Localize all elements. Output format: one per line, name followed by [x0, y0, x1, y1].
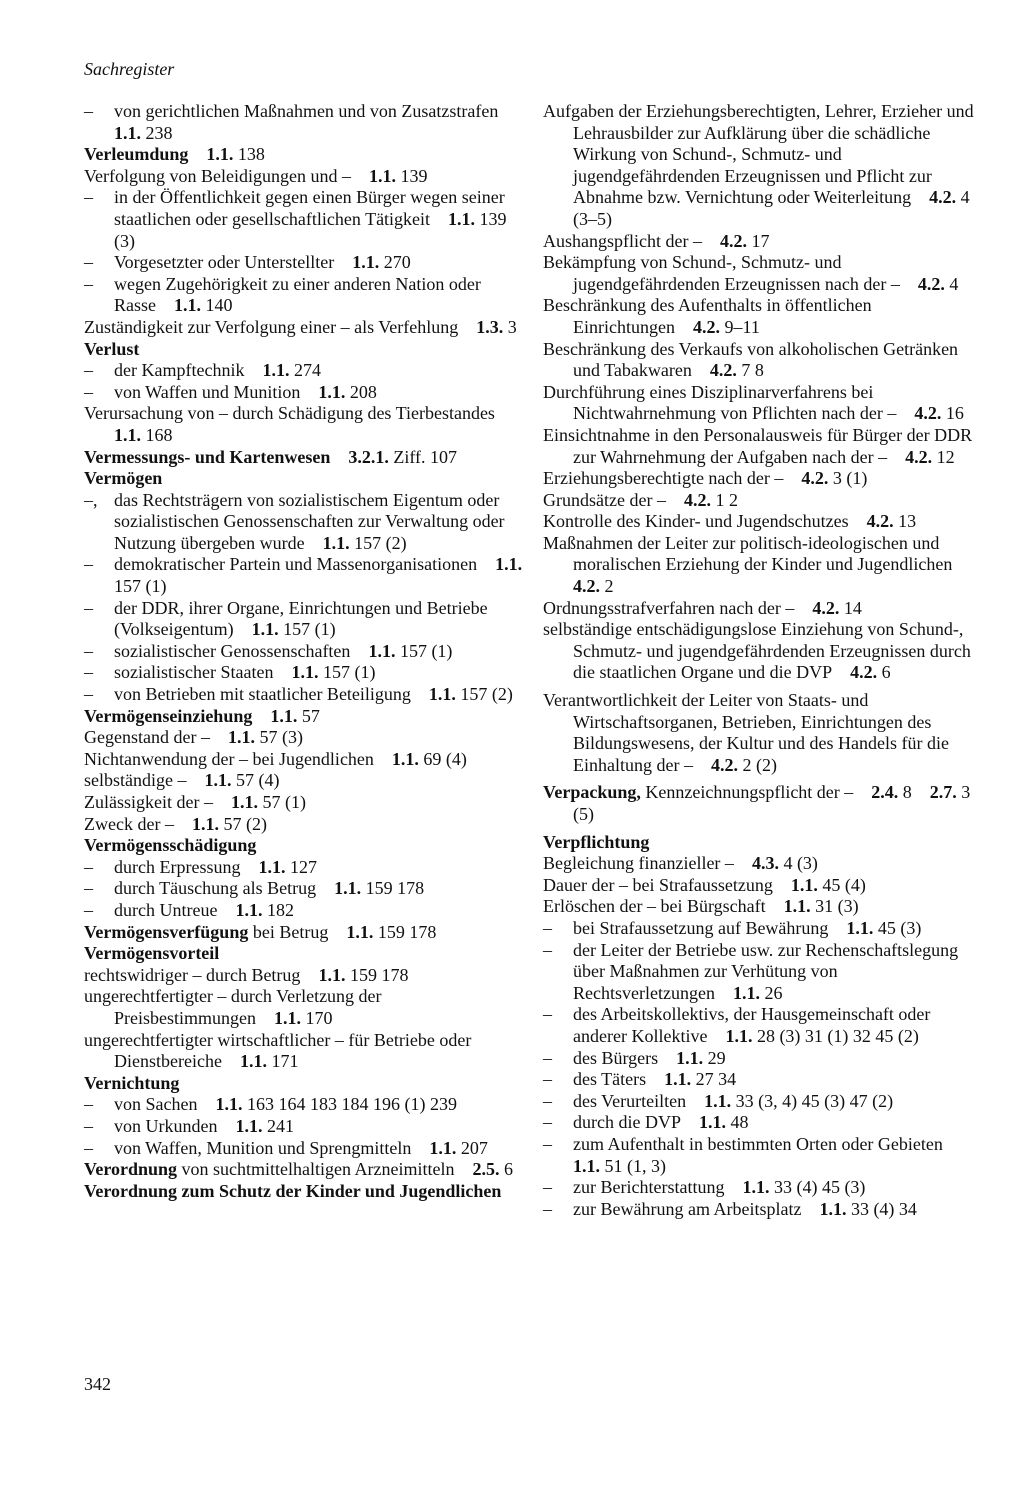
index-subentry	[543, 1091, 983, 1113]
index-subentry	[84, 274, 524, 317]
subentry-dash: –	[543, 1004, 552, 1025]
law-reference: 1.1.	[227, 727, 255, 748]
law-reference: 1.1.	[114, 424, 141, 445]
paragraph-number: 33 (3, 4) 45 (3) 47 (2)	[735, 1090, 894, 1111]
index-heading	[84, 1181, 524, 1203]
paragraph-number: 17	[751, 230, 770, 251]
paragraph-number: 57 (4)	[235, 770, 280, 791]
index-subentry	[543, 1199, 983, 1221]
law-reference: 1.1.	[676, 1047, 704, 1068]
law-reference: 1.1.	[495, 554, 523, 575]
entry-term: von Urkunden	[114, 1115, 218, 1136]
entry-term: durch Erpressung	[114, 856, 241, 877]
paragraph-number: 138	[237, 144, 265, 165]
paragraph-number: 3 (1)	[832, 468, 868, 489]
entry-term: Gegenstand der –	[84, 727, 210, 748]
entry-term: Dauer der – bei Strafaussetzung	[543, 874, 773, 895]
subentry-dash: –	[84, 1094, 93, 1115]
law-reference: 4.2.	[719, 230, 747, 251]
law-reference: 4.2.	[692, 316, 720, 337]
index-subentry	[84, 187, 524, 252]
entry-term: Verursachung von – durch Schädigung des Tierbestandes	[84, 403, 495, 424]
paragraph-number: Ziff. 107	[393, 446, 458, 467]
law-reference: 1.1.	[742, 1177, 770, 1198]
index-entry	[543, 875, 983, 897]
subentry-dash: –	[84, 1115, 93, 1136]
paragraph-number: 57 (3)	[259, 727, 303, 748]
entry-term: Bekämpfung von Schund-, Schmutz- und jugendgefährdenden Erzeugnissen nach der –	[543, 252, 900, 294]
entry-term: Verordnung zum Schutz der Kinder und Jugendlichen	[84, 1180, 502, 1201]
index-subentry	[543, 1177, 983, 1199]
law-reference: 1.1.	[704, 1090, 732, 1111]
paragraph-number: 27 34	[695, 1069, 737, 1090]
paragraph-number: 3	[507, 316, 517, 337]
law-reference: 1.1.	[204, 770, 232, 791]
paragraph-number: 208	[349, 381, 377, 402]
paragraph-number: 57	[301, 705, 320, 726]
entry-term: Aushangspflicht der –	[543, 230, 702, 251]
paragraph-number: 139 (3)	[114, 208, 507, 251]
paragraph-number: 170	[305, 1007, 333, 1028]
paragraph-number: 207	[460, 1137, 488, 1158]
entry-term: Vorgesetzter oder Unterstellter	[114, 252, 335, 273]
entry-term: sozialistischer Staaten	[114, 662, 274, 683]
paragraph-number: 157 (2)	[460, 684, 513, 705]
entry-term: Verordnung	[84, 1159, 178, 1180]
paragraph-number: 163 164 183 184 196 (1) 239	[246, 1094, 457, 1115]
paragraph-number: 241	[266, 1115, 294, 1136]
subentry-dash: –	[84, 273, 93, 294]
subentry-dash: –	[543, 1090, 552, 1111]
paragraph-number: 4 (3–5)	[573, 187, 970, 229]
law-reference: 1.1.	[174, 295, 201, 316]
entry-term: Maßnahmen der Leiter zur politisch-ideologischen und moralischen Erziehung der Kinder und Jugendlichen	[543, 532, 953, 575]
paragraph-number: 159 178	[377, 921, 437, 942]
paragraph-number: 45 (4)	[822, 874, 866, 895]
law-reference: 1.1.	[334, 878, 362, 899]
subentry-dash: –	[84, 252, 93, 273]
entry-term: Begleichung finanzieller –	[543, 853, 734, 874]
index-subentry	[84, 684, 524, 706]
entry-term: von Betrieben mit staatlicher Beteiligung	[114, 684, 411, 705]
entry-term: Verpackung,	[543, 782, 641, 803]
subentry-dash: –	[84, 684, 93, 705]
entry-term: Zweck der –	[84, 813, 174, 834]
law-reference: 1.1.	[428, 684, 456, 705]
index-entry	[84, 814, 524, 836]
subentry-dash: –	[84, 899, 93, 920]
paragraph-number: 31 (3)	[815, 896, 859, 917]
law-reference: 1.1.	[239, 1051, 267, 1072]
entry-term: Verantwortlichkeit der Leiter von Staats- und Wirtschaftsorganen, Betrieben, Einrichtungen des Bildungswesens, der Kultur und des Handels für die Einhaltung der –	[543, 690, 949, 775]
law-reference: 1.1.	[368, 165, 396, 186]
entry-term: Verleumdung	[84, 144, 189, 165]
paragraph-number: 45 (3)	[877, 917, 922, 938]
subentry-dash: –	[543, 1198, 552, 1219]
entry-term: Durchführung eines Disziplinarverfahrens bei Nichtwahrnehmung von Pflichten nach der –	[543, 381, 897, 424]
law-reference: 4.2.	[709, 360, 737, 381]
index-subentry	[84, 360, 524, 382]
entry-term: Verlust	[84, 338, 140, 359]
index-subentry	[84, 1138, 524, 1160]
index-subentry	[84, 662, 524, 684]
index-subentry	[84, 554, 524, 597]
paragraph-number: 4	[949, 273, 959, 294]
entry-qualifier: bei Betrug	[252, 921, 329, 942]
entry-term: bei Strafaussetzung auf Bewährung	[573, 917, 829, 938]
index-entry	[543, 598, 983, 620]
entry-term: Vermögensschädigung	[84, 835, 257, 856]
index-subentry	[84, 252, 524, 274]
law-reference: 1.1.	[846, 917, 874, 938]
entry-term: Grundsätze der –	[543, 489, 666, 510]
entry-term: selbständige –	[84, 770, 187, 791]
law-reference: 1.1.	[318, 381, 346, 402]
index-entry	[84, 317, 524, 339]
law-reference: 1.1.	[251, 619, 279, 640]
law-reference: 1.1.	[235, 1115, 263, 1136]
entry-term: Aufgaben der Erziehungsberechtigten, Lehrer, Erzieher und Lehrausbilder zur Aufklärung über die schädliche Wirkung von Schund-, Schmutz- und jugendgefährdenden Erzeugnissen und Pflicht zur Abnahme bzw. Vernichtung oder Weiterleitung	[543, 101, 974, 208]
paragraph-number: 48	[730, 1112, 749, 1133]
index-column-right	[543, 101, 983, 1220]
index-subentry	[84, 857, 524, 879]
law-reference: 4.2.	[905, 446, 933, 467]
paragraph-number: 140	[205, 295, 233, 316]
entry-term: Ordnungsstrafverfahren nach der –	[543, 597, 795, 618]
paragraph-number: 14	[843, 597, 862, 618]
paragraph-number: 274	[293, 360, 321, 381]
entry-term: Vermögenseinziehung	[84, 705, 253, 726]
paragraph-number: 127	[289, 856, 317, 877]
index-entry	[543, 690, 983, 776]
entry-term: der Leiter der Betriebe usw. zur Rechenschaftslegung über Maßnahmen zur Verhütung von Rechtsverletzungen	[573, 939, 959, 1003]
index-heading	[543, 832, 983, 854]
paragraph-number: 168	[145, 424, 173, 445]
index-entry	[543, 533, 983, 598]
index-entry	[543, 511, 983, 533]
law-reference: 4.2.	[801, 468, 829, 489]
law-reference: 2.7.	[929, 782, 957, 803]
paragraph-number: 8	[902, 782, 912, 803]
index-entry	[543, 853, 983, 875]
index-entry	[543, 896, 983, 918]
law-reference: 1.1.	[274, 1007, 301, 1028]
paragraph-number: 157 (1)	[114, 576, 167, 597]
index-subentry	[84, 1094, 524, 1116]
entry-term: Erziehungsberechtigte nach der –	[543, 468, 784, 489]
entry-term: von Waffen und Munition	[114, 381, 301, 402]
law-reference: 1.1.	[235, 899, 263, 920]
paragraph-number: 29	[707, 1047, 726, 1068]
law-reference: 1.1.	[429, 1137, 457, 1158]
subentry-dash: –	[84, 878, 93, 899]
law-reference: 1.1.	[215, 1094, 243, 1115]
law-reference: 4.2.	[683, 489, 711, 510]
law-reference: 1.1.	[448, 208, 476, 229]
index-heading	[84, 468, 524, 490]
index-entry	[543, 425, 983, 468]
entry-qualifier: von suchtmittelhaltigen Arzneimitteln	[181, 1159, 455, 1180]
index-subentry	[543, 1134, 983, 1177]
law-reference: 2.5.	[472, 1159, 500, 1180]
entry-term: Vermögensverfügung	[84, 921, 249, 942]
index-subentry	[543, 940, 983, 1005]
index-entry	[543, 231, 983, 253]
law-reference: 4.2.	[929, 187, 957, 208]
law-reference: 1.1.	[322, 532, 350, 553]
entry-term: Zuständigkeit zur Verfolgung einer – als Verfehlung	[84, 316, 459, 337]
entry-term: Vermögen	[84, 468, 163, 489]
paragraph-number: 9–11	[724, 316, 760, 337]
paragraph-number: 139	[400, 165, 428, 186]
paragraph-number: 7 8	[741, 360, 764, 381]
law-reference: 4.2.	[710, 754, 738, 775]
law-reference: 1.1.	[318, 964, 346, 985]
law-reference: 2.4.	[871, 782, 899, 803]
entry-term: zum Aufenthalt in bestimmten Orten oder Gebieten	[573, 1133, 943, 1154]
law-reference: 1.1.	[725, 1025, 753, 1046]
paragraph-number: 57 (2)	[223, 813, 267, 834]
entry-term: das Rechtsträgern von sozialistischem Eigentum oder sozialistischen Genossenschaften zur Verwaltung oder Nutzung übergeben wurde	[114, 489, 505, 553]
law-reference: 1.1.	[206, 144, 234, 165]
entry-term: der Kampftechnik	[114, 360, 245, 381]
law-reference: 1.1.	[698, 1112, 726, 1133]
running-head: Sachregister	[84, 59, 175, 79]
entry-term: Nichtanwendung der – bei Jugendlichen	[84, 748, 374, 769]
paragraph-number: 238	[145, 122, 173, 143]
law-reference: 1.1.	[732, 982, 760, 1003]
subentry-dash: –	[543, 1177, 552, 1198]
index-entry	[84, 166, 524, 188]
entry-term: zur Berichterstattung	[573, 1177, 725, 1198]
entry-term: wegen Zugehörigkeit zu einer anderen Nation oder Rasse	[114, 273, 481, 316]
subentry-dash: –	[543, 917, 552, 938]
index-subentry	[84, 1116, 524, 1138]
law-reference: 4.2.	[573, 576, 600, 597]
index-heading	[84, 922, 524, 944]
paragraph-number: 6	[504, 1159, 513, 1180]
index-subentry	[84, 641, 524, 663]
paragraph-number: 157 (1)	[322, 662, 376, 683]
entry-term: Zulässigkeit der –	[84, 792, 213, 812]
paragraph-number: 159 178	[349, 964, 409, 985]
index-entry	[543, 101, 983, 231]
law-reference: 1.1.	[114, 122, 141, 143]
paragraph-number: 51 (1, 3)	[604, 1155, 666, 1176]
law-reference: 1.1.	[291, 662, 319, 683]
entry-term: von Sachen	[114, 1094, 198, 1115]
paragraph-number: 157 (1)	[399, 640, 453, 661]
index-subentry	[84, 101, 524, 144]
law-reference: 4.2.	[914, 403, 942, 424]
index-heading	[84, 1159, 524, 1181]
index-entry	[84, 749, 524, 771]
subentry-dash: –	[543, 939, 552, 960]
index-entry	[543, 619, 983, 684]
subentry-dash: –	[84, 640, 93, 661]
index-entry	[543, 468, 983, 490]
paragraph-number: 157 (2)	[354, 532, 407, 553]
index-entry	[84, 986, 524, 1029]
entry-term: Vermögensvorteil	[84, 943, 220, 964]
law-reference: 4.3.	[751, 853, 779, 874]
index-subentry	[84, 490, 524, 555]
law-reference: 1.1.	[346, 921, 374, 942]
paragraph-number: 3 (5)	[573, 782, 971, 824]
law-reference: 1.1.	[258, 856, 286, 877]
entry-term: Einsichtnahme in den Personalausweis für Bürger der DDR zur Wahrnehmung der Aufgaben nach der –	[543, 424, 973, 467]
paragraph-number: 157 (1)	[283, 619, 336, 640]
index-subentry	[84, 878, 524, 900]
law-reference: 4.2.	[812, 597, 840, 618]
entry-term: durch Untreue	[114, 899, 218, 920]
law-reference: 1.1.	[573, 1155, 600, 1176]
paragraph-number: 57 (1)	[262, 792, 306, 812]
entry-term: selbständige entschädigungslose Einziehung von Schund-, Schmutz- und jugendgefährdenden Erzeugnissen durch die staatlichen Organe und die DVP	[543, 619, 971, 683]
subentry-dash: –	[543, 1047, 552, 1068]
subentry-dash: –	[84, 1137, 93, 1158]
law-reference: 4.2.	[866, 511, 894, 532]
page-number: 342	[84, 1374, 111, 1394]
entry-qualifier: Kennzeichnungspflicht der –	[645, 782, 854, 803]
index-subentry	[543, 918, 983, 940]
paragraph-number: 16	[945, 403, 964, 424]
subentry-dash: –	[84, 856, 93, 877]
paragraph-number: 26	[764, 982, 783, 1003]
paragraph-number: 270	[383, 252, 411, 273]
law-reference: 3.2.1.	[348, 446, 389, 467]
index-subentry	[84, 382, 524, 404]
entry-term: Vernichtung	[84, 1072, 180, 1093]
law-reference: 1.1.	[191, 813, 219, 834]
entry-term: ungerechtfertigter wirtschaftlicher – für Betriebe oder Dienstbereiche	[84, 1029, 472, 1072]
law-reference: 4.2.	[850, 662, 878, 683]
index-entry	[543, 490, 983, 512]
index-subentry	[543, 1112, 983, 1134]
law-reference: 1.1.	[391, 748, 419, 769]
index-heading	[84, 1073, 524, 1095]
paragraph-number: 1 2	[715, 489, 738, 510]
entry-term: von gerichtlichen Maßnahmen und von Zusatzstrafen	[114, 101, 499, 121]
law-reference: 1.1.	[664, 1069, 692, 1090]
index-entry	[543, 382, 983, 425]
entry-term: durch Täuschung als Betrug	[114, 878, 317, 899]
entry-term: des Arbeitskollektivs, der Hausgemeinschaft oder anderer Kollektive	[573, 1004, 931, 1046]
entry-term: zur Bewährung am Arbeitsplatz	[573, 1198, 802, 1219]
paragraph-number: 28 (3) 31 (1) 32 45 (2)	[756, 1025, 919, 1046]
entry-term: des Täters	[573, 1069, 647, 1090]
subentry-dash: –	[84, 662, 93, 683]
index-heading	[84, 339, 524, 361]
paragraph-number: 171	[271, 1051, 299, 1072]
index-entry	[84, 1030, 524, 1073]
paragraph-number: 12	[936, 446, 955, 467]
entry-term: ungerechtfertigter – durch Verletzung der Preisbestimmungen	[84, 986, 382, 1028]
subentry-dash: –	[84, 360, 93, 381]
index-entry	[543, 252, 983, 295]
entry-term: des Verurteilten	[573, 1090, 687, 1111]
subentry-dash: –	[543, 1112, 552, 1133]
entry-term: demokratischer Partein und Massenorganisationen	[114, 554, 478, 575]
subentry-dash: –	[84, 554, 93, 575]
entry-term: von Waffen, Munition und Sprengmitteln	[114, 1137, 412, 1158]
index-subentry	[84, 900, 524, 922]
index-entry	[543, 295, 983, 338]
index-entry	[84, 770, 524, 792]
subentry-dash: –	[84, 381, 93, 402]
index-heading	[84, 144, 524, 166]
subentry-dash: –,	[84, 489, 98, 510]
subentry-dash: –	[84, 187, 93, 208]
entry-term: sozialistischer Genossenschaften	[114, 640, 351, 661]
entry-term: in der Öffentlichkeit gegen einen Bürger wegen seiner staatlichen oder gesellschaftlichen Tätigkeit	[114, 187, 505, 229]
entry-term: der DDR, ihrer Organe, Einrichtungen und Betriebe (Volkseigentum)	[114, 597, 488, 640]
index-heading	[84, 943, 524, 965]
index-heading	[84, 447, 524, 469]
entry-term: Verfolgung von Beleidigungen und –	[84, 165, 351, 186]
subentry-dash: –	[84, 101, 93, 121]
entry-term: durch die DVP	[573, 1112, 681, 1133]
index-entry	[84, 792, 524, 814]
entry-term: Verpflichtung	[543, 831, 650, 852]
subentry-dash: –	[543, 1069, 552, 1090]
index-column-left	[84, 101, 524, 1202]
index-subentry	[543, 1048, 983, 1070]
paragraph-number: 182	[266, 899, 294, 920]
index-entry	[84, 965, 524, 987]
law-reference: 1.1.	[230, 792, 258, 812]
law-reference: 1.1.	[783, 896, 811, 917]
law-reference: 4.2.	[917, 273, 945, 294]
index-heading	[543, 782, 983, 825]
index-subentry	[543, 1069, 983, 1091]
entry-term: rechtswidriger – durch Betrug	[84, 964, 301, 985]
paragraph-number: 69 (4)	[423, 748, 467, 769]
index-entry	[84, 403, 524, 446]
law-reference: 1.1.	[262, 360, 290, 381]
paragraph-number: 13	[898, 511, 917, 532]
entry-term: Beschränkung des Verkaufs von alkoholischen Getränken und Tabakwaren	[543, 338, 959, 381]
entry-term: Erlöschen der – bei Bürgschaft	[543, 896, 766, 917]
paragraph-number: 2	[604, 576, 614, 597]
entry-term: des Bürgers	[573, 1047, 659, 1068]
law-reference: 1.1.	[790, 874, 818, 895]
index-entry	[543, 339, 983, 382]
index-subentry	[84, 598, 524, 641]
law-reference: 1.1.	[270, 705, 298, 726]
paragraph-number: 33 (4) 45 (3)	[773, 1177, 866, 1198]
law-reference: 1.3.	[476, 316, 504, 337]
index-heading	[84, 835, 524, 857]
paragraph-number: 2 (2)	[742, 754, 777, 775]
index-subentry	[543, 1004, 983, 1047]
law-reference: 1.1.	[352, 252, 380, 273]
paragraph-number: 4 (3)	[783, 853, 818, 874]
subentry-dash: –	[543, 1133, 552, 1154]
subentry-dash: –	[84, 597, 93, 618]
entry-term: Vermessungs- und Kartenwesen	[84, 446, 331, 467]
paragraph-number: 159 178	[365, 878, 425, 899]
entry-term: Kontrolle des Kinder- und Jugendschutzes	[543, 511, 849, 532]
paragraph-number: 33 (4) 34	[850, 1198, 917, 1219]
law-reference: 1.1.	[819, 1198, 847, 1219]
index-entry	[84, 727, 524, 749]
law-reference: 1.1.	[368, 640, 396, 661]
index-heading	[84, 706, 524, 728]
entry-term: Beschränkung des Aufenthalts in öffentlichen Einrichtungen	[543, 295, 872, 337]
paragraph-number: 6	[881, 662, 891, 683]
